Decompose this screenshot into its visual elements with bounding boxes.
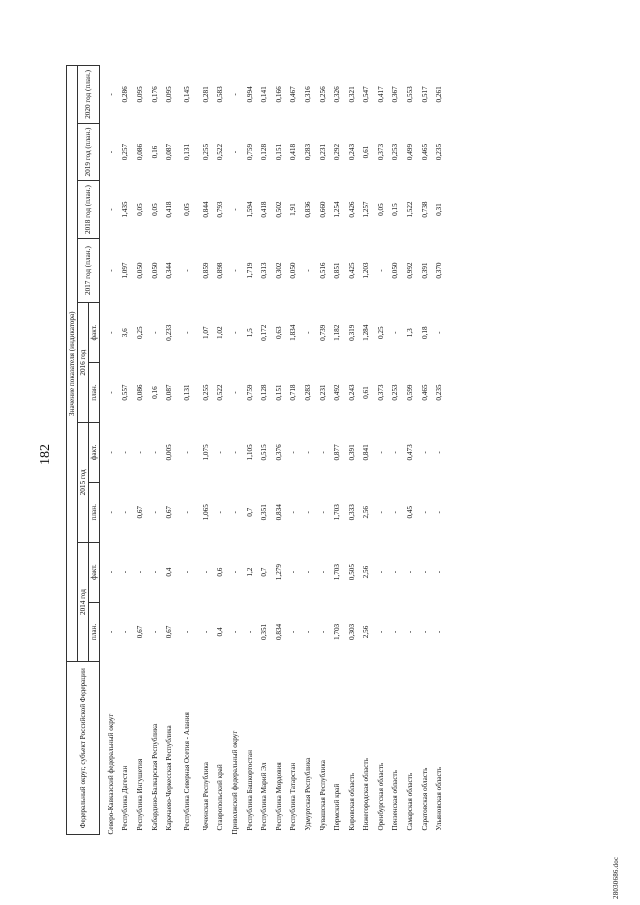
table-row xyxy=(389,66,404,835)
value-cell: 0,373 xyxy=(376,384,385,401)
value-cell: - xyxy=(420,451,429,454)
value-cell: - xyxy=(303,331,312,334)
value-cell: 0,492 xyxy=(333,384,342,401)
value-cell: 0,45 xyxy=(406,505,415,519)
value-cell: 0,557 xyxy=(121,384,130,401)
value-cell: - xyxy=(289,511,298,514)
value-cell: 0,050 xyxy=(135,262,144,279)
value-cell: - xyxy=(435,331,444,334)
value-cell: 0,316 xyxy=(303,86,312,103)
value-cell: 0,418 xyxy=(260,201,269,218)
value-cell: 0,502 xyxy=(274,201,283,218)
region-name: Республика Ингушетия xyxy=(135,758,144,831)
region-name: Саратовская область xyxy=(420,767,429,831)
header-2017: 2017 год (план.) xyxy=(78,238,100,302)
value-cell: 0,547 xyxy=(362,86,371,103)
table-row xyxy=(287,66,302,835)
document-filename: 28030686.doc xyxy=(612,856,620,899)
value-cell: 0,344 xyxy=(165,262,174,279)
value-cell: - xyxy=(420,570,429,574)
value-cell: - xyxy=(150,451,159,454)
value-cell: 0,086 xyxy=(135,384,144,401)
value-cell: 1,594 xyxy=(245,201,254,218)
value-cell: - xyxy=(230,391,239,394)
value-cell: 0,231 xyxy=(318,384,327,401)
value-cell: 0,7 xyxy=(260,567,269,577)
value-cell: 0,553 xyxy=(406,86,415,103)
table-row xyxy=(243,66,258,835)
value-cell: 0,759 xyxy=(245,384,254,401)
table-row xyxy=(162,66,177,835)
value-cell: 0,851 xyxy=(333,262,342,279)
value-cell: 0,233 xyxy=(165,324,174,341)
region-name: Ульяновская область xyxy=(435,766,444,831)
value-cell: 0,898 xyxy=(216,262,225,279)
value-cell: - xyxy=(435,570,444,574)
value-cell: - xyxy=(303,269,312,272)
value-cell: 0,465 xyxy=(420,384,429,401)
value-cell: - xyxy=(303,451,312,454)
value-cell: 0,172 xyxy=(260,324,269,341)
value-cell: 0,087 xyxy=(165,143,174,161)
value-cell: 0,281 xyxy=(201,86,210,103)
value-cell: 0,095 xyxy=(165,86,174,103)
region-name: Республика Дагестан xyxy=(121,765,130,831)
table-row xyxy=(374,66,389,835)
value-cell: 0,517 xyxy=(420,86,429,103)
value-cell: 0,255 xyxy=(201,143,210,161)
value-cell: 0,61 xyxy=(362,145,371,159)
value-cell: - xyxy=(435,511,444,514)
value-cell: - xyxy=(230,269,239,272)
table-row xyxy=(214,66,229,835)
value-cell: - xyxy=(216,511,225,514)
value-cell: 0,319 xyxy=(347,324,356,341)
header-2014: 2014 год xyxy=(78,542,89,662)
region-name: Республика Марий Эл xyxy=(260,762,269,831)
value-cell: 0,086 xyxy=(135,143,144,161)
table-row xyxy=(272,66,287,835)
header-fact: факт. xyxy=(89,422,100,482)
value-cell: 0,256 xyxy=(318,86,327,103)
value-cell: 1,522 xyxy=(406,201,415,218)
value-cell: 0,128 xyxy=(260,143,269,161)
value-cell: 2,56 xyxy=(362,565,371,579)
value-cell: 0,257 xyxy=(121,143,130,161)
value-cell: - xyxy=(318,630,327,634)
value-cell: 0,739 xyxy=(318,324,327,341)
value-cell: 0,759 xyxy=(245,143,254,161)
value-cell: 0,834 xyxy=(274,623,283,641)
value-cell: - xyxy=(135,570,144,574)
value-cell: 0,235 xyxy=(435,143,444,161)
header-plan: план. xyxy=(89,482,100,542)
value-cell: 0,166 xyxy=(274,86,283,103)
value-cell: - xyxy=(303,570,312,574)
value-cell: 0,834 xyxy=(274,504,283,521)
value-cell: - xyxy=(391,331,400,334)
value-cell: 0,286 xyxy=(121,86,130,103)
table-row xyxy=(199,66,214,835)
table-row xyxy=(301,66,316,835)
value-cell: 0,235 xyxy=(435,384,444,401)
table-row xyxy=(148,66,163,835)
value-cell: - xyxy=(121,570,130,574)
header-2019: 2019 год (план.) xyxy=(78,123,100,181)
region-name: Северо-Кавказский федеральный округ xyxy=(106,713,115,835)
value-cell: - xyxy=(289,451,298,454)
value-cell: 0,61 xyxy=(362,386,371,399)
value-cell: 0,18 xyxy=(420,326,429,340)
value-cell: - xyxy=(230,93,239,96)
value-cell: - xyxy=(106,451,115,454)
value-cell: 0,283 xyxy=(303,384,312,401)
value-cell: 2,56 xyxy=(362,625,371,639)
value-cell: - xyxy=(230,630,239,634)
value-cell: 0,25 xyxy=(135,326,144,340)
value-cell: 0,63 xyxy=(274,326,283,340)
value-cell: - xyxy=(150,570,159,574)
header-fact: факт. xyxy=(89,303,100,363)
value-cell: 1,435 xyxy=(121,201,130,218)
value-cell: 0,16 xyxy=(150,145,159,159)
value-cell: - xyxy=(420,511,429,514)
value-cell: 0,522 xyxy=(216,143,225,161)
value-cell: - xyxy=(106,511,115,514)
table-body xyxy=(100,66,448,835)
value-cell: 0,005 xyxy=(165,444,174,461)
table-row xyxy=(316,66,331,835)
region-name: Кировская область xyxy=(347,772,356,831)
value-cell: - xyxy=(135,451,144,454)
value-cell: - xyxy=(303,630,312,634)
value-cell: 0,253 xyxy=(391,143,400,161)
value-cell: 0,283 xyxy=(303,143,312,161)
table-row xyxy=(119,66,134,835)
value-cell: 0,599 xyxy=(406,384,415,401)
value-cell: 0,425 xyxy=(347,262,356,279)
value-cell: - xyxy=(318,451,327,454)
value-cell: 0,522 xyxy=(216,384,225,401)
value-cell: - xyxy=(406,630,415,634)
value-cell: 0,4 xyxy=(216,627,225,637)
value-cell: - xyxy=(183,331,192,334)
value-cell: 0,333 xyxy=(347,504,356,521)
value-cell: 1,3 xyxy=(406,328,415,338)
value-cell: 0,465 xyxy=(420,143,429,161)
value-cell: - xyxy=(376,269,385,272)
value-cell: - xyxy=(230,570,239,574)
value-cell: 0,16 xyxy=(150,386,159,399)
header-plan: план. xyxy=(89,602,100,662)
table-row xyxy=(177,66,199,835)
value-cell: - xyxy=(183,451,192,454)
value-cell: 0,376 xyxy=(274,444,283,461)
region-name: Удмуртская Республика xyxy=(303,757,312,831)
region-name: Ставропольский край xyxy=(216,764,225,831)
value-cell: 0,391 xyxy=(420,262,429,279)
indicator-table xyxy=(66,65,447,835)
value-cell: 1,2 xyxy=(245,567,254,577)
table-row xyxy=(228,66,243,835)
value-cell: 1,91 xyxy=(289,203,298,216)
value-cell: - xyxy=(230,331,239,334)
header-2020: 2020 год (план.) xyxy=(78,66,100,124)
value-cell: 0,313 xyxy=(260,262,269,279)
value-cell: 0,473 xyxy=(406,444,415,461)
value-cell: 1,257 xyxy=(362,201,371,218)
value-cell: - xyxy=(318,511,327,514)
value-cell: 1,703 xyxy=(333,564,342,581)
value-cell: - xyxy=(150,331,159,334)
header-region: Федеральный округ, субъект Российской Федерации xyxy=(67,662,100,835)
value-cell: 0,370 xyxy=(435,262,444,279)
value-cell: 0,67 xyxy=(165,625,174,639)
region-name: Чеченская Республика xyxy=(201,762,210,831)
value-cell: 1,703 xyxy=(333,504,342,521)
value-cell: 0,6 xyxy=(216,567,225,577)
value-cell: - xyxy=(318,570,327,574)
value-cell: 0,417 xyxy=(376,86,385,103)
table-row xyxy=(257,66,272,835)
value-cell: 0,261 xyxy=(435,86,444,103)
value-cell: 0,994 xyxy=(245,86,254,103)
value-cell: 0,131 xyxy=(183,143,192,161)
value-cell: 1,097 xyxy=(121,262,130,279)
value-cell: - xyxy=(150,630,159,634)
value-cell: - xyxy=(230,451,239,454)
value-cell: 1,834 xyxy=(289,324,298,341)
value-cell: 0,67 xyxy=(135,625,144,639)
value-cell: - xyxy=(201,570,210,574)
value-cell: - xyxy=(121,511,130,514)
header-2018: 2018 год (план.) xyxy=(78,181,100,239)
value-cell: 0,05 xyxy=(135,203,144,216)
value-cell: 1,203 xyxy=(362,262,371,279)
value-cell: 0,467 xyxy=(289,86,298,103)
value-cell: - xyxy=(376,451,385,454)
value-cell: - xyxy=(150,511,159,514)
value-cell: 0,738 xyxy=(420,201,429,218)
table-row xyxy=(360,66,375,835)
value-cell: 1,284 xyxy=(362,324,371,341)
region-name: Республика Башкортостан xyxy=(245,750,254,831)
value-cell: - xyxy=(435,451,444,454)
region-name: Республика Татарстан xyxy=(289,762,298,831)
value-cell: - xyxy=(420,630,429,634)
value-cell: 0,231 xyxy=(318,143,327,161)
value-cell: 0,243 xyxy=(347,384,356,401)
value-cell: 2,56 xyxy=(362,505,371,519)
value-cell: 0,15 xyxy=(391,203,400,216)
value-cell: 0,418 xyxy=(165,201,174,218)
value-cell: - xyxy=(106,630,115,634)
region-name: Республика Мордовия xyxy=(274,762,283,831)
value-cell: - xyxy=(303,511,312,514)
value-cell: 1,105 xyxy=(245,444,254,461)
value-cell: 0,243 xyxy=(347,143,356,161)
value-cell: 1,5 xyxy=(245,328,254,338)
value-cell: - xyxy=(435,630,444,634)
value-cell: 0,391 xyxy=(347,444,356,461)
value-cell: 0,877 xyxy=(333,444,342,461)
header-plan: план. xyxy=(89,363,100,423)
value-cell: 1,719 xyxy=(245,262,254,279)
value-cell: - xyxy=(289,630,298,634)
value-cell: 0,793 xyxy=(216,201,225,218)
value-cell: 0,505 xyxy=(347,564,356,581)
header-2015: 2015 год xyxy=(78,422,89,542)
value-cell: 0,050 xyxy=(391,262,400,279)
value-cell: 0,326 xyxy=(333,86,342,103)
value-cell: 0,05 xyxy=(183,203,192,216)
value-cell: - xyxy=(216,451,225,454)
value-cell: - xyxy=(183,269,192,272)
value-cell: 0,176 xyxy=(150,86,159,103)
value-cell: - xyxy=(106,93,115,96)
value-cell: - xyxy=(245,630,254,634)
value-cell: - xyxy=(230,511,239,514)
value-cell: 0,583 xyxy=(216,86,225,103)
value-cell: 0,4 xyxy=(165,567,174,577)
value-cell: - xyxy=(106,391,115,394)
table-row xyxy=(432,66,447,835)
value-cell: - xyxy=(106,208,115,211)
value-cell: 1,182 xyxy=(333,324,342,341)
value-cell: 0,095 xyxy=(135,86,144,103)
value-cell: 1,254 xyxy=(333,201,342,218)
value-cell: 0,351 xyxy=(260,623,269,641)
value-cell: 0,253 xyxy=(391,384,400,401)
table-row xyxy=(100,66,119,835)
value-cell: - xyxy=(106,150,115,154)
value-cell: 0,087 xyxy=(165,384,174,401)
value-cell: 0,050 xyxy=(289,262,298,279)
table-row xyxy=(133,66,148,835)
value-cell: 1,02 xyxy=(216,326,225,340)
value-cell: 0,141 xyxy=(260,86,269,103)
value-cell: 0,516 xyxy=(318,262,327,279)
value-cell: 0,499 xyxy=(406,143,415,161)
value-cell: 0,05 xyxy=(376,203,385,216)
table-row xyxy=(345,66,360,835)
value-cell: 0,418 xyxy=(289,143,298,161)
value-cell: 0,841 xyxy=(362,444,371,461)
value-cell: 0,128 xyxy=(260,384,269,401)
value-cell: 1,703 xyxy=(333,623,342,641)
value-cell: - xyxy=(230,208,239,211)
header-2016: 2016 год xyxy=(78,303,89,423)
value-cell: - xyxy=(230,150,239,154)
region-name: Карачаево-Черкесская Республика xyxy=(165,725,174,831)
value-cell: 0,660 xyxy=(318,201,327,218)
value-cell: - xyxy=(391,630,400,634)
region-name: Нижегородская область xyxy=(362,758,371,831)
region-name: Республика Северная Осетия - Алания xyxy=(183,712,192,831)
value-cell: 0,292 xyxy=(333,143,342,161)
value-cell: 0,25 xyxy=(376,326,385,340)
region-name: Пензенская область xyxy=(391,770,400,831)
region-name: Кабардино-Балкарская Республика xyxy=(150,723,159,831)
value-cell: 1,279 xyxy=(274,564,283,581)
table-row xyxy=(330,66,345,835)
value-cell: - xyxy=(183,511,192,514)
value-cell: - xyxy=(183,630,192,634)
value-cell: - xyxy=(391,511,400,514)
value-cell: - xyxy=(376,630,385,634)
value-cell: - xyxy=(376,511,385,514)
value-cell: 0,67 xyxy=(165,505,174,519)
value-cell: 0,367 xyxy=(391,86,400,103)
header-indicator-value: Значение показателя (индикатора) xyxy=(67,66,78,662)
value-cell: 0,67 xyxy=(135,505,144,519)
value-cell: 0,859 xyxy=(201,262,210,279)
value-cell: - xyxy=(183,570,192,574)
value-cell: 0,255 xyxy=(201,384,210,401)
region-name: Самарская область xyxy=(406,772,415,831)
header-fact: факт. xyxy=(89,542,100,602)
value-cell: 0,836 xyxy=(303,201,312,218)
value-cell: - xyxy=(121,630,130,634)
value-cell: - xyxy=(106,331,115,334)
region-name: Пермский край xyxy=(333,783,342,831)
value-cell: 0,151 xyxy=(274,143,283,161)
value-cell: - xyxy=(201,630,210,634)
value-cell: 0,373 xyxy=(376,143,385,161)
region-name: Чувашская Республика xyxy=(318,760,327,831)
value-cell: 0,718 xyxy=(289,384,298,401)
value-cell: 0,145 xyxy=(183,86,192,103)
value-cell: - xyxy=(391,451,400,454)
value-cell: 0,05 xyxy=(150,203,159,216)
region-name: Приволжский федеральный округ xyxy=(230,730,239,835)
value-cell: 0,302 xyxy=(274,262,283,279)
table-row xyxy=(418,66,433,835)
value-cell: - xyxy=(106,269,115,272)
value-cell: - xyxy=(121,451,130,454)
value-cell: 0,515 xyxy=(260,444,269,461)
region-name: Оренбургская область xyxy=(376,762,385,831)
value-cell: 0,31 xyxy=(435,203,444,216)
value-cell: 3,6 xyxy=(121,328,130,338)
value-cell: 0,844 xyxy=(201,201,210,218)
value-cell: - xyxy=(106,570,115,574)
value-cell: 1,065 xyxy=(201,504,210,521)
page-number: 182 xyxy=(38,444,53,465)
value-cell: - xyxy=(391,570,400,574)
value-cell: 0,131 xyxy=(183,384,192,401)
value-cell: 1,07 xyxy=(201,326,210,340)
value-cell: - xyxy=(406,570,415,574)
value-cell: 0,050 xyxy=(150,262,159,279)
value-cell: - xyxy=(289,570,298,574)
value-cell: 0,303 xyxy=(347,623,356,641)
table-row xyxy=(403,66,418,835)
value-cell: 0,992 xyxy=(406,262,415,279)
value-cell: 1,075 xyxy=(201,444,210,461)
value-cell: 0,151 xyxy=(274,384,283,401)
value-cell: 0,351 xyxy=(260,504,269,521)
value-cell: - xyxy=(376,570,385,574)
value-cell: 0,7 xyxy=(245,507,254,517)
value-cell: 0,426 xyxy=(347,201,356,218)
value-cell: 0,321 xyxy=(347,86,356,103)
